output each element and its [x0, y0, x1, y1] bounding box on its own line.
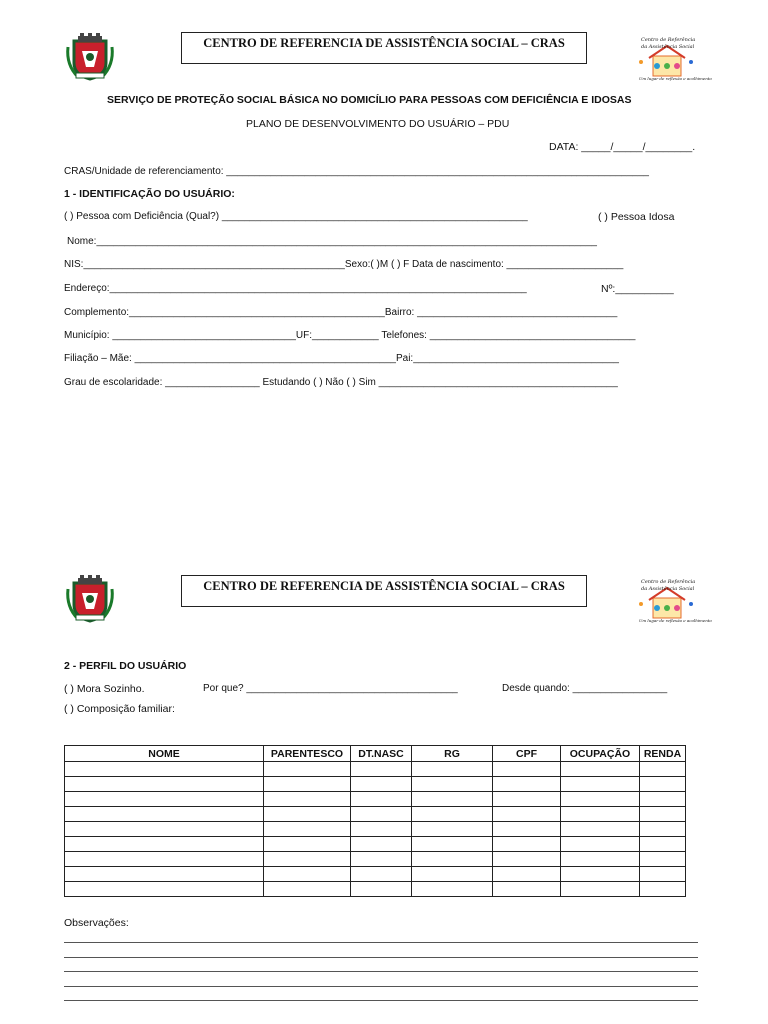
- table-cell[interactable]: [493, 762, 561, 777]
- table-cell[interactable]: [561, 837, 640, 852]
- table-cell[interactable]: [493, 792, 561, 807]
- table-cell[interactable]: [65, 852, 264, 867]
- table-cell[interactable]: [493, 852, 561, 867]
- table-cell[interactable]: [561, 777, 640, 792]
- table-cell[interactable]: [561, 792, 640, 807]
- escolaridade-line: Grau de escolaridade: _________________ Estudando ( ) Não ( ) Sim ___________________________________________: [64, 377, 618, 388]
- plan-title: PLANO DE DESENVOLVIMENTO DO USUÁRIO – PDU: [246, 118, 510, 130]
- cras-logo-2: [635, 578, 712, 626]
- table-cell[interactable]: [351, 882, 412, 897]
- table-cell[interactable]: [65, 762, 264, 777]
- table-header-cell: RENDA: [640, 746, 686, 762]
- table-cell[interactable]: [561, 762, 640, 777]
- table-cell[interactable]: [264, 792, 351, 807]
- header-title-2: CENTRO DE REFERENCIA DE ASSISTÊNCIA SOCIAL – CRAS: [203, 578, 565, 593]
- por-que-line: Por que? ______________________________________: [203, 683, 458, 694]
- table-cell[interactable]: [493, 837, 561, 852]
- logo-text-2b: da Assistência Social: [641, 586, 695, 592]
- table-header-cell: RG: [412, 746, 493, 762]
- table-cell[interactable]: [351, 777, 412, 792]
- table-row: [65, 762, 686, 777]
- table-cell[interactable]: [561, 822, 640, 837]
- table-header-cell: DT.NASC: [351, 746, 412, 762]
- municipal-crest-icon-2: [64, 575, 116, 623]
- table-cell[interactable]: [264, 837, 351, 852]
- table-cell[interactable]: [264, 882, 351, 897]
- obs-line: [64, 986, 698, 987]
- logo-text-1b: Centro de Referência: [641, 579, 696, 585]
- table-cell[interactable]: [412, 882, 493, 897]
- obs-line: [64, 1000, 698, 1001]
- table-row: [65, 777, 686, 792]
- table-cell[interactable]: [351, 762, 412, 777]
- composicao-familiar: ( ) Composição familiar:: [64, 703, 175, 715]
- table-cell[interactable]: [493, 807, 561, 822]
- table-cell[interactable]: [493, 822, 561, 837]
- table-cell[interactable]: [412, 867, 493, 882]
- table-header-cell: NOME: [65, 746, 264, 762]
- cras-unit-line: CRAS/Unidade de referenciamento: ____________________________________________________________________________: [64, 166, 649, 177]
- logo-text-2: da Assistência Social: [641, 44, 695, 50]
- header-title: CENTRO DE REFERENCIA DE ASSISTÊNCIA SOCIAL – CRAS: [203, 35, 565, 50]
- table-cell[interactable]: [493, 867, 561, 882]
- family-table: [64, 745, 686, 897]
- service-title: SERVIÇO DE PROTEÇÃO SOCIAL BÁSICA NO DOMICÍLIO PARA PESSOAS COM DEFICIÊNCIA E IDOSAS: [107, 94, 632, 106]
- table-cell[interactable]: [264, 807, 351, 822]
- table-cell[interactable]: [412, 762, 493, 777]
- table-cell[interactable]: [65, 882, 264, 897]
- table-cell[interactable]: [264, 852, 351, 867]
- mora-sozinho: ( ) Mora Sozinho.: [64, 683, 145, 695]
- table-cell[interactable]: [351, 822, 412, 837]
- table-cell[interactable]: [65, 867, 264, 882]
- table-cell[interactable]: [65, 792, 264, 807]
- table-cell[interactable]: [640, 807, 686, 822]
- table-cell[interactable]: [351, 837, 412, 852]
- table-cell[interactable]: [493, 882, 561, 897]
- table-row: [65, 882, 686, 897]
- table-header-cell: CPF: [493, 746, 561, 762]
- table-cell[interactable]: [351, 792, 412, 807]
- header-title-box: [181, 32, 587, 64]
- table-cell[interactable]: [640, 762, 686, 777]
- date-line: DATA: _____/_____/________.: [549, 141, 696, 153]
- nis-line: NIS:_______________________________________________Sexo:( )M ( ) F Data de nascimento: _____________________: [64, 259, 624, 270]
- logo-text-3b: Um lugar de reflexão e acolhimento: [639, 618, 712, 623]
- endereco-line: Endereço:___________________________________________________________________________: [64, 283, 527, 294]
- obs-line: [64, 971, 698, 972]
- nome-line: Nome:__________________________________________________________________________________________: [67, 236, 597, 247]
- table-cell[interactable]: [640, 867, 686, 882]
- table-cell[interactable]: [351, 867, 412, 882]
- table-row: [65, 822, 686, 837]
- table-cell[interactable]: [351, 852, 412, 867]
- numero-field: Nº:__________: [601, 283, 674, 295]
- table-header-cell: PARENTESCO: [264, 746, 351, 762]
- table-cell[interactable]: [412, 807, 493, 822]
- municipal-crest-icon: [64, 33, 116, 81]
- table-cell[interactable]: [65, 777, 264, 792]
- table-cell[interactable]: [65, 822, 264, 837]
- table-cell[interactable]: [561, 807, 640, 822]
- table-cell[interactable]: [65, 837, 264, 852]
- section-1-title: 1 - IDENTIFICAÇÃO DO USUÁRIO:: [64, 188, 235, 200]
- table-cell[interactable]: [493, 777, 561, 792]
- obs-line: [64, 942, 698, 943]
- complemento-line: Complemento:______________________________________________Bairro: ____________________________________: [64, 307, 618, 318]
- deficiency-line: ( ) Pessoa com Deficiência (Qual?) _______________________________________________________: [64, 211, 528, 222]
- table-cell[interactable]: [412, 822, 493, 837]
- table-cell[interactable]: [640, 837, 686, 852]
- filiacao-line: Filiação – Mãe: _______________________________________________Pai:_____________________________________: [64, 353, 619, 364]
- table-row: [65, 852, 686, 867]
- municipio-line: Município: _________________________________UF:____________ Telefones: _____________________________________: [64, 330, 636, 341]
- table-cell[interactable]: [65, 807, 264, 822]
- table-cell[interactable]: [264, 822, 351, 837]
- table-cell[interactable]: [561, 852, 640, 867]
- table-row: [65, 792, 686, 807]
- table-cell[interactable]: [264, 777, 351, 792]
- logo-text-1: Centro de Referência: [641, 37, 696, 43]
- table-cell[interactable]: [264, 762, 351, 777]
- obs-line: [64, 957, 698, 958]
- header-title-box-2: [181, 575, 587, 607]
- desde-quando-line: Desde quando: _________________: [502, 683, 668, 694]
- table-cell[interactable]: [640, 822, 686, 837]
- table-cell[interactable]: [640, 777, 686, 792]
- table-row: [65, 837, 686, 852]
- table-cell[interactable]: [561, 867, 640, 882]
- table-cell[interactable]: [640, 792, 686, 807]
- observacoes-label: Observações:: [64, 917, 129, 929]
- table-cell[interactable]: [412, 837, 493, 852]
- table-cell[interactable]: [640, 852, 686, 867]
- table-cell[interactable]: [412, 852, 493, 867]
- cras-logo: [635, 36, 712, 84]
- table-cell[interactable]: [640, 882, 686, 897]
- table-cell[interactable]: [561, 882, 640, 897]
- table-cell[interactable]: [412, 777, 493, 792]
- table-cell[interactable]: [412, 792, 493, 807]
- section-2-title: 2 - PERFIL DO USUÁRIO: [64, 660, 187, 672]
- table-cell[interactable]: [351, 807, 412, 822]
- logo-text-3: Um lugar de reflexão e acolhimento: [639, 76, 712, 81]
- table-row: [65, 807, 686, 822]
- table-row: [65, 867, 686, 882]
- table-cell[interactable]: [264, 867, 351, 882]
- table-header-cell: OCUPAÇÃO: [561, 746, 640, 762]
- elderly-option: ( ) Pessoa Idosa: [598, 211, 675, 223]
